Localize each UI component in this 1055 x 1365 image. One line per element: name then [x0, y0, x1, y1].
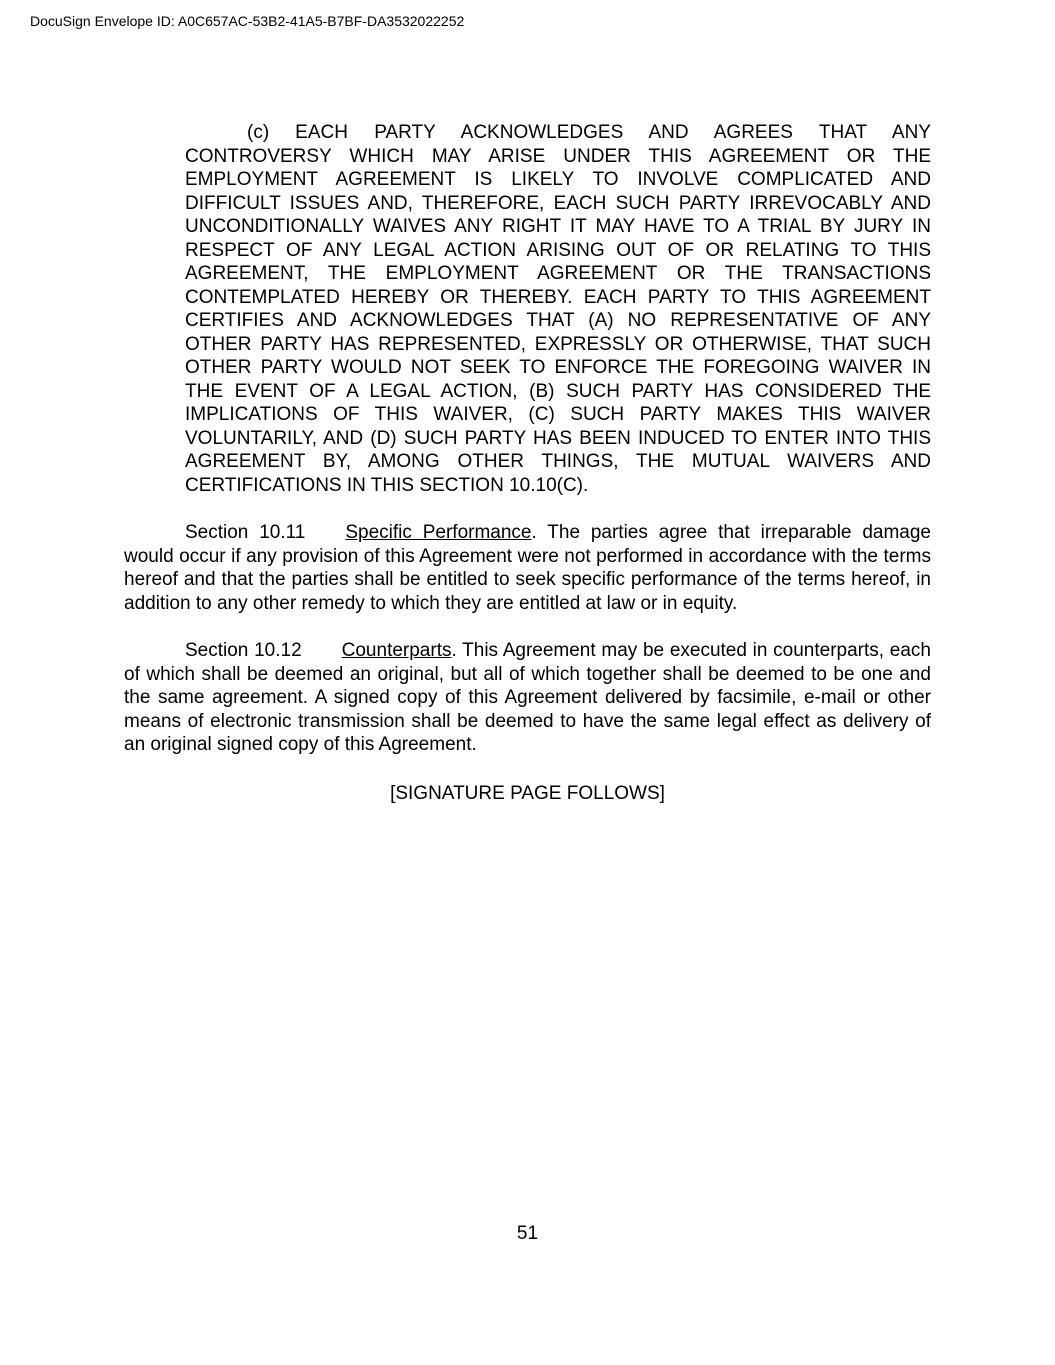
paragraph-c-label: (c): [247, 122, 270, 143]
section-10-12: [124, 639, 931, 757]
section-10-11: [124, 521, 931, 615]
section-10-12-title: Counterparts: [341, 640, 452, 661]
section-10-11-title: Specific Performance: [345, 522, 532, 543]
paragraph-c-text: EACH PARTY ACKNOWLEDGES AND AGREES THAT ANY CONTROVERSY WHICH MAY ARISE UNDER THIS AGREEMENT OR THE EMPLOYMENT AGREEMENT IS LIKELY TO INVOLVE COMPLICATED AND DIFFICULT ISSUES AND, THEREFORE, EACH SUCH PARTY IRREVOCABLY AND UNCONDITIONALLY WAIVES ANY RIGHT IT MAY HAVE TO A TRIAL BY JURY IN RESPECT OF ANY LEGAL ACTION ARISING OUT OF OR RELATING TO THIS AGREEMENT, THE EMPLOYMENT AGREEMENT OR THE TRANSACTIONS CONTEMPLATED HEREBY OR THEREBY. EACH PARTY TO THIS AGREEMENT CERTIFIES AND ACKNOWLEDGES THAT (A) NO REPRESENTATIVE OF ANY OTHER PARTY HAS REPRESENTED, EXPRESSLY OR OTHERWISE, THAT SUCH OTHER PARTY WOULD NOT SEEK TO ENFORCE THE FOREGOING WAIVER IN THE EVENT OF A LEGAL ACTION, (B) SUCH PARTY HAS CONSIDERED THE IMPLICATIONS OF THIS WAIVER, (C) SUCH PARTY MAKES THIS WAIVER VOLUNTARILY, AND (D) SUCH PARTY HAS BEEN INDUCED TO ENTER INTO THIS AGREEMENT BY, AMONG OTHER THINGS, THE MUTUAL WAIVERS AND CERTIFICATIONS IN THIS SECTION 10.10(C).: [185, 122, 931, 496]
section-10-11-label: Section 10.11: [185, 522, 306, 543]
section-10-12-label: Section 10.12: [185, 640, 302, 661]
docusign-envelope-id: DocuSign Envelope ID: A0C657AC-53B2-41A5-B7BF-DA3532022252: [30, 13, 465, 29]
paragraph-c: [185, 121, 931, 497]
page-number: 51: [516, 1223, 539, 1244]
section-10-11-text: . The parties agree that irreparable damage would occur if any provision of this Agreement were not performed in accordance with the terms hereof and that the parties shall be entitled to seek specific performance of the terms hereof, in addition to any other remedy to which they are entitled at law or in equity.: [124, 522, 932, 614]
document-body: [124, 121, 931, 805]
signature-page-note: [SIGNATURE PAGE FOLLOWS]: [390, 782, 665, 804]
section-10-12-text: . This Agreement may be executed in counterparts, each of which shall be deemed an original, but all of which together shall be deemed to be one and the same agreement. A signed copy of this Agreement delivered by facsimile, e-mail or other means of electronic transmission shall be deemed to have the same legal effect as delivery of an original signed copy of this Agreement.: [124, 640, 931, 755]
